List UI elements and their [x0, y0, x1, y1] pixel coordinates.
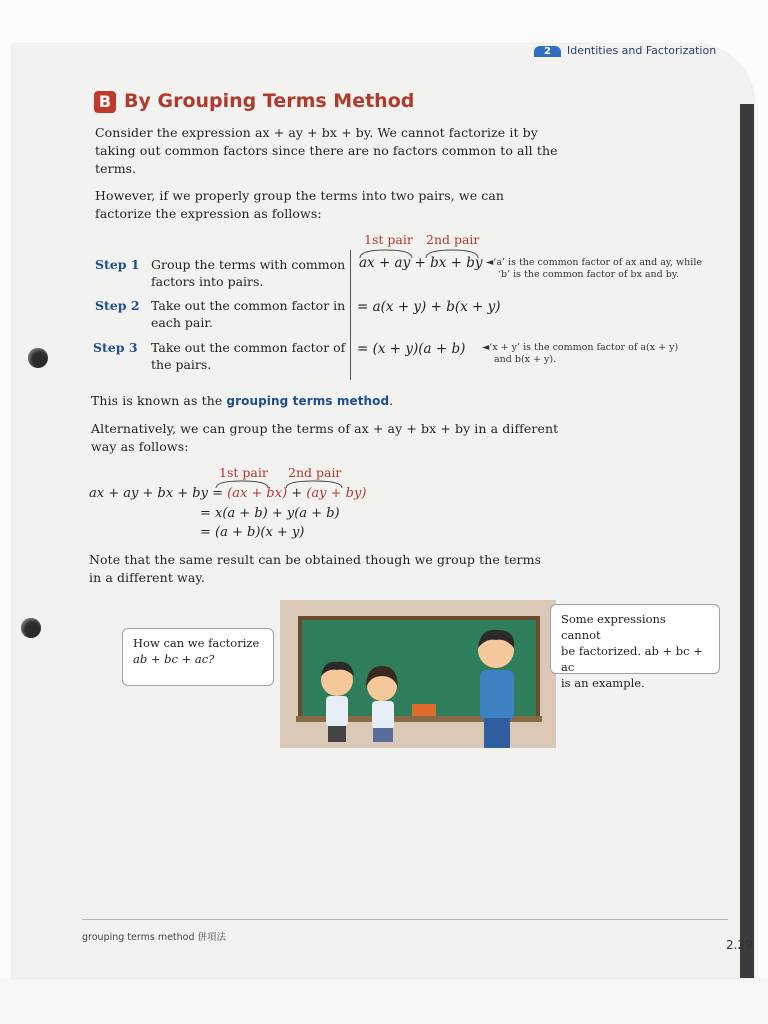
alt-lhs: ax + ay + bx + by =: [89, 486, 228, 501]
step-1-text: [151, 256, 345, 290]
step-2-text: [151, 297, 345, 331]
left-speech-bubble: [122, 628, 274, 686]
note-paragraph: [89, 551, 541, 587]
intro-paragraph: [95, 124, 558, 178]
step-2-label: Step 2: [95, 298, 140, 313]
bubble-line: be factorized. ab + bc + ac: [561, 644, 703, 674]
alt-first-pair-label: 1st pair: [219, 465, 268, 480]
binder-hole-icon: [28, 348, 48, 368]
note-line: in a different way.: [89, 570, 205, 585]
intro-paragraph-2: [95, 187, 504, 223]
bubble-line: ab + bc + ac?: [133, 652, 215, 666]
binder-hole-icon: [21, 618, 41, 638]
chapter-title: Identities and Factorization: [566, 44, 717, 57]
step-1-note: [486, 257, 702, 281]
chapter-tab: [534, 44, 734, 56]
alternative-paragraph: [91, 420, 558, 456]
known-as-prefix: This is known as the: [91, 393, 227, 408]
alt-line: Alternatively, we can group the terms of ax + ay + bx + by in a different: [91, 421, 559, 436]
alt-equation-1: [89, 486, 366, 501]
right-speech-bubble: [550, 604, 720, 690]
known-as-sentence: [91, 392, 393, 410]
step-text-line: the pairs.: [151, 357, 212, 372]
intro-line: taking out common factors since there are no factors common to all the: [95, 143, 558, 158]
binder-edge: [740, 104, 754, 978]
alt-pair-2: (ay + by): [306, 486, 367, 501]
step-text-line: each pair.: [151, 315, 213, 330]
first-pair-label: 1st pair: [364, 232, 413, 247]
step-text-line: factors into pairs.: [151, 274, 264, 289]
section-title: By Grouping Terms Method: [124, 90, 415, 112]
step-3-label: Step 3: [93, 340, 138, 355]
step-1-label: Step 1: [95, 257, 140, 272]
step-3-text: [151, 339, 345, 373]
page-number: 2.29: [726, 938, 753, 952]
alt-equation-2: = x(a + b) + y(a + b): [200, 506, 340, 521]
eraser-icon: [412, 704, 436, 716]
bubble-line: is an example.: [561, 676, 645, 690]
section-badge: B: [94, 91, 116, 113]
bubble-line: Some expressions cannot: [561, 612, 666, 642]
step-3-expression: = (x + y)(a + b): [357, 341, 466, 357]
step-2-expression: = a(x + y) + b(x + y): [357, 299, 501, 315]
intro-line: Consider the expression ax + ay + bx + by. We cannot factorize it by: [95, 125, 538, 140]
alt-second-pair-label: 2nd pair: [288, 465, 342, 480]
note-line: ◄‘x + y’ is the common factor of a(x + y): [482, 342, 679, 353]
alt-equation-3: = (a + b)(x + y): [200, 525, 305, 540]
intro-line: terms.: [95, 161, 137, 176]
footer-glossary-term: grouping terms method 併項法: [82, 932, 227, 943]
steps-divider: [350, 250, 351, 380]
step-text-line: Group the terms with common: [151, 257, 346, 272]
step-3-note: [482, 342, 678, 366]
textbook-page: [12, 44, 754, 978]
alt-plus: +: [287, 486, 307, 501]
note-line: and b(x + y).: [494, 354, 557, 365]
footer-rule: [82, 919, 728, 920]
note-line: ◄‘a’ is the common factor of ax and ay, while: [486, 257, 702, 268]
intro-line: However, if we properly group the terms into two pairs, we can: [95, 188, 505, 203]
known-as-suffix: .: [389, 393, 394, 408]
second-pair-label: 2nd pair: [426, 232, 480, 247]
intro-line: factorize the expression as follows:: [95, 206, 322, 221]
note-line: Note that the same result can be obtained though we group the terms: [89, 552, 542, 567]
alt-line: way as follows:: [91, 439, 189, 454]
classroom-illustration: [280, 600, 556, 748]
bubble-line: How can we factorize: [133, 636, 260, 650]
background-band: [0, 978, 768, 1024]
step-text-line: Take out the common factor of: [151, 340, 346, 355]
alt-pair-1: (ax + bx): [227, 486, 288, 501]
grouping-terms-method-term: grouping terms method: [226, 394, 390, 408]
section-heading: [94, 90, 414, 113]
note-line: ‘b’ is the common factor of bx and by.: [498, 269, 679, 280]
chapter-number: 2: [534, 46, 561, 57]
step-1-expression: ax + ay + bx + by: [359, 255, 483, 271]
step-text-line: Take out the common factor in: [151, 298, 346, 313]
